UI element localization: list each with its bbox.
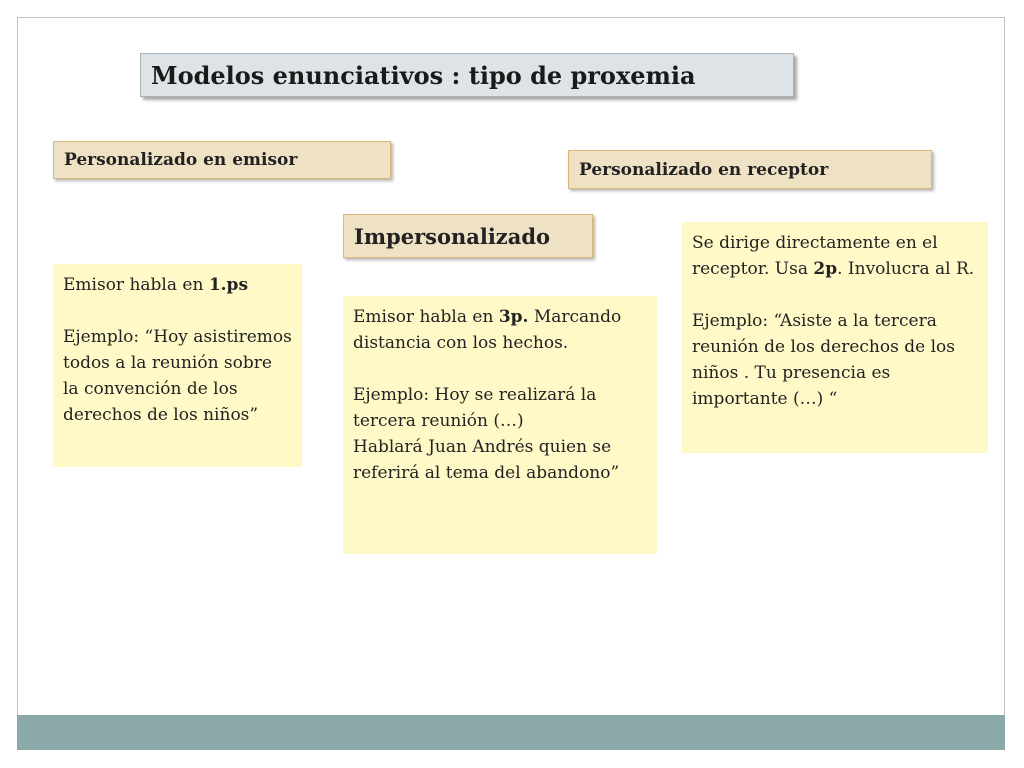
- note-emisor-lead: [63, 272, 292, 298]
- note-receptor: [682, 222, 988, 453]
- note-receptor-lead: [692, 230, 978, 282]
- note-imp-example-1: Ejemplo: Hoy se realizará la tercera reunión (…): [353, 385, 597, 431]
- label-personalizado-emisor: Personalizado en emisor: [53, 141, 391, 179]
- note-receptor-example: Ejemplo: “Asiste a la tercera reunión de los derechos de los niños . Tu presencia es importante (…) “: [692, 311, 955, 409]
- note-emisor-bold: 1.ps: [208, 275, 249, 295]
- note-imp-lead-text: Emisor habla en: [353, 307, 499, 327]
- note-imp-bold: 3p.: [498, 307, 529, 327]
- note-imp-example: [353, 382, 647, 486]
- note-imp-lead-rest: Marcando distancia con los hechos.: [353, 307, 622, 353]
- note-emisor-lead-text: Emisor habla en: [63, 275, 209, 295]
- note-receptor-bold: 2p: [813, 259, 838, 279]
- note-imp-lead: [353, 304, 647, 356]
- note-receptor-lead-text: Se dirige directamente en el receptor. Usa: [692, 233, 938, 279]
- note-receptor-lead-rest: . Involucra al R.: [837, 259, 975, 279]
- note-imp-example-2: Hablará Juan Andrés quien se referirá al tema del abandono”: [353, 437, 620, 483]
- note-emisor: [53, 264, 302, 467]
- label-personalizado-receptor: Personalizado en receptor: [568, 150, 932, 189]
- title-box: [140, 53, 794, 97]
- note-emisor-example: Ejemplo: “Hoy asistiremos todos a la reunión sobre la convención de los derechos de los niños”: [63, 327, 292, 425]
- slide-title: Modelos enunciativos : tipo de proxemia: [151, 60, 696, 90]
- label-impersonalizado: Impersonalizado: [343, 214, 593, 258]
- footer-band: [17, 715, 1005, 750]
- note-impersonalizado: [343, 296, 657, 554]
